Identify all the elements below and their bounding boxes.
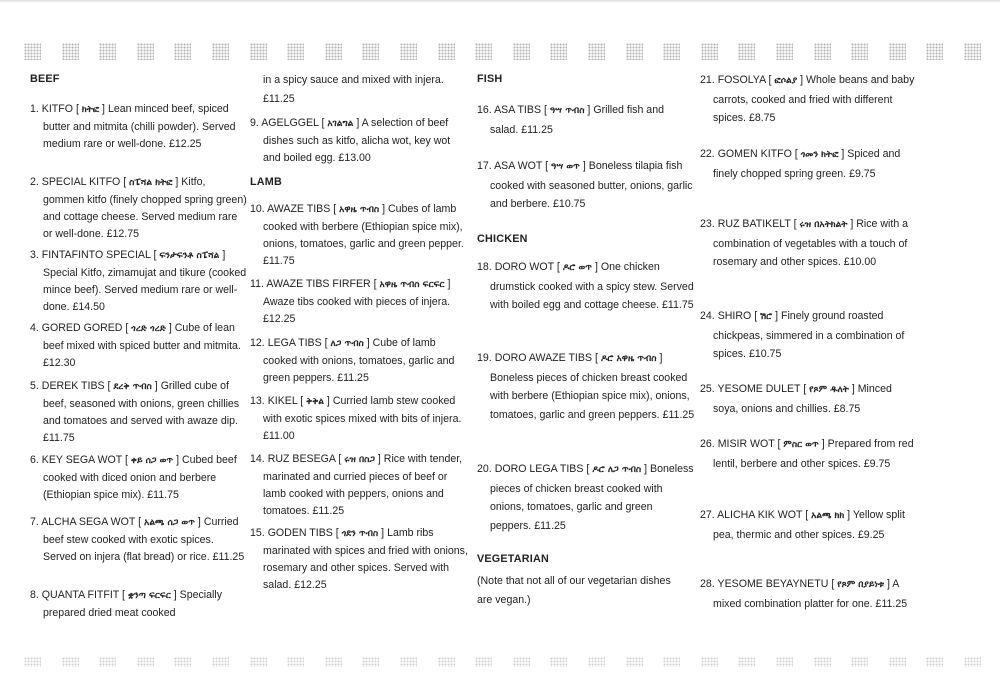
pattern-tile [287, 43, 304, 60]
item-description: Spiced and finely chopped spring green. [713, 148, 901, 180]
pattern-tile [550, 657, 567, 667]
item-price: £10.75 [553, 198, 586, 210]
item-number: 4. [30, 322, 39, 334]
item-name: KITFO [41, 103, 73, 115]
item-name: ALICHA KIK WOT [717, 509, 803, 521]
menu-item: 19. DORO AWAZE TIBS [ ዶሮ አዋዜ ጥብስ ] Boneless pieces of chicken breast cooked with berbere (Ethiopian spice mix), onions, tomatoes, garlic and green peppers. £11.25 [477, 352, 695, 421]
item-description: Rice with a combination of vegetables with a touch of rosemary and other spices. [713, 218, 909, 268]
pattern-tile [250, 657, 267, 667]
item-amharic-name: ጎመን ክትፎ [800, 150, 839, 160]
item-name: MISIR WOT [717, 438, 775, 450]
item-name: AGELGGEL [261, 117, 319, 129]
menu-item-continuation [263, 71, 468, 109]
menu-item: 22. GOMEN KITFO [ ጎመን ክትፎ ] Spiced and finely chopped spring green. £9.75 [700, 148, 901, 180]
item-name: KEY SEGA WOT [41, 454, 123, 466]
item-description: Cubed beef cooked with diced onion and berbere (Ethiopian spice mix). [43, 454, 237, 501]
item-price: £12.30 [43, 357, 76, 369]
item-price: £11.00 [263, 430, 295, 442]
item-number: 16. [477, 104, 492, 116]
item-number: 2. [30, 176, 39, 188]
pattern-tile [362, 657, 379, 667]
item-price: £11.75 [43, 432, 75, 444]
item-description: A mixed combination platter for one. [713, 578, 899, 610]
item-name: LEGA TIBS [267, 337, 322, 349]
item-price: £14.50 [72, 301, 105, 313]
item-price: £11.25 [534, 519, 566, 532]
pattern-tile [814, 657, 831, 667]
item-description: Grilled cube of beef, seasoned with onions, green chillies and tomatoes and served with awaze dip. [43, 380, 240, 427]
menu-item: 16. ASA TIBS [ ዓሣ ጥብስ ] Grilled fish and salad. £11.25 [477, 104, 664, 136]
item-price: £9.25 [857, 528, 885, 541]
item-number: 28. [700, 578, 715, 590]
menu-item: 25. YESOME DULET [ የጾም ዱለት ] Minced soya, onions and chillies. £8.75 [700, 383, 892, 415]
pattern-tile [24, 657, 41, 667]
item-description: Special Kitfo, zimamujat and tikure (cooked mince beef). Served medium rare or well-done. [43, 267, 247, 313]
item-name: DORO AWAZE TIBS [494, 352, 593, 364]
pattern-tile [325, 43, 342, 60]
pattern-tile [62, 43, 79, 60]
item-amharic-name: ጎደን ጥብስ [341, 529, 379, 539]
item-description: Awaze tibs cooked with pieces of injera. [263, 296, 451, 308]
pattern-tile [99, 657, 116, 667]
item-description: Minced soya, onions and chillies. [713, 383, 892, 415]
item-amharic-name: ፎሶልያ [774, 76, 798, 86]
pattern-tile [588, 657, 605, 667]
item-amharic-name: ደረቅ ጥብስ [113, 382, 152, 392]
item-amharic-name: ስፔሻል ክትፎ [129, 178, 173, 188]
item-amharic-name: የጾም በያይነቱ [837, 580, 885, 590]
item-number: 1. [30, 103, 39, 115]
item-price: £9.75 [863, 457, 891, 470]
item-number: 12. [250, 337, 265, 349]
pattern-tile [926, 657, 943, 667]
menu-item: 9. AGELGGEL [ አገልግል ] A selection of beef dishes such as kitfo, alicha wot, key wot and boiled egg. £13.00 [250, 117, 451, 164]
item-number: 22. [700, 148, 715, 160]
pattern-tile [99, 43, 116, 60]
item-amharic-name: ዶሮ አዋዜ ጥብስ [600, 354, 657, 364]
item-description: Whole beans and baby carrots, cooked and fried with different spices. [713, 74, 915, 124]
menu-item: 18. DORO WOT [ ዶሮ ወጥ ] One chicken drumstick cooked with a spicy stew. Served with boiled egg and cottage cheese. £11.75 [477, 261, 694, 311]
item-amharic-name: ፍንታፍንቶ ስፔሻል [159, 251, 220, 261]
item-description: One chicken drumstick cooked with a spicy stew. Served with boiled egg and cottage cheese. [490, 261, 694, 311]
pattern-tile [24, 43, 41, 60]
pattern-tile [738, 43, 755, 60]
item-price: £12.75 [106, 228, 140, 240]
pattern-tile [550, 43, 567, 60]
pattern-tile [513, 657, 530, 667]
section-heading: LAMB [250, 176, 282, 188]
menu-item: 20. DORO LEGA TIBS [ ዶሮ ለጋ ጥብስ ] Boneless pieces of chicken breast cooked with onions, tomatoes, garlic and green peppers. £11.25 [477, 463, 694, 532]
menu-item: 3. FINTAFINTO SPECIAL [ ፍንታፍንቶ ስፔሻል ] Special Kitfo, zimamujat and tikure (cooked mince beef). Served medium rare or well-done. £14.50 [30, 249, 247, 313]
menu-item: 13. KIKEL [ ቅቅል ] Curried lamb stew cooked with exotic spices mixed with bits of injera. £11.00 [250, 395, 462, 442]
pattern-tile [663, 43, 680, 60]
pattern-tile [475, 43, 492, 60]
item-name: RUZ BESEGA [267, 453, 336, 465]
pattern-tile [438, 657, 455, 667]
item-description: Cubes of lamb cooked with berbere (Ethiopian spice mix), onions, tomatoes, garlic and green pepper. [263, 203, 464, 250]
item-number: 26. [700, 438, 715, 450]
item-price: £9.75 [849, 167, 876, 180]
item-name: YESOME BEYAYNETU [717, 578, 829, 590]
item-amharic-name: አገልግል [327, 119, 354, 129]
menu-item: 11. AWAZE TIBS FIRFER [ አዋዜ ጥብስ ፍርፍር ] Awaze tibs cooked with pieces of injera. £12.25 [250, 278, 451, 325]
pattern-tile [588, 43, 605, 60]
section-heading: BEEF [30, 73, 60, 85]
item-amharic-name: ዶሮ ወጥ [562, 263, 592, 273]
item-description: Curried lamb stew cooked with exotic spices mixed with bits of injera. [263, 395, 462, 425]
item-price: £11.75 [263, 255, 295, 267]
item-number: 13. [250, 395, 265, 407]
item-price: £10.75 [748, 348, 782, 360]
item-price: £10.00 [843, 256, 877, 268]
item-description: Boneless pieces of chicken breast cooked with berbere (Ethiopian spice mix), onions, tomatoes, garlic and green peppers. [490, 371, 690, 421]
pattern-tile [62, 657, 79, 667]
menu-item: 12. LEGA TIBS [ ለጋ ጥብስ ] Cube of lamb cooked with onions, tomatoes, garlic and green peppers. £11.25 [250, 337, 455, 384]
item-number: 17. [477, 160, 492, 172]
item-price: £11.75 [662, 299, 694, 311]
item-number: 3. [30, 249, 39, 261]
item-number: 6. [30, 454, 39, 466]
menu-item: 4. GORED GORED [ ጎረድ ጎረድ ] Cube of lean beef mixed with spiced butter and mitmita. £12.30 [30, 322, 241, 369]
item-amharic-name: አልጫ ሰጋ ወጥ [144, 518, 195, 528]
pattern-tile [626, 43, 643, 60]
item-amharic-name: ክትፎ [81, 105, 100, 115]
item-number: 25. [700, 383, 715, 395]
item-name: AWAZE TIBS FIRFER [266, 278, 371, 290]
decorative-pattern-top [0, 40, 1000, 64]
item-number: 14. [250, 453, 265, 465]
item-price: £13.00 [338, 152, 371, 164]
item-name: FOSOLYA [717, 74, 766, 86]
item-name: GOMEN KITFO [717, 148, 792, 160]
item-amharic-name: ሩዝ በአትክልት [799, 220, 848, 230]
item-number: 27. [700, 509, 715, 521]
item-number: 15. [250, 527, 265, 539]
item-description: Boneless pieces of chicken breast cooked with onions, tomatoes, garlic and green peppers. [490, 463, 694, 532]
item-number: 5. [30, 380, 39, 392]
item-number: 18. [477, 261, 492, 273]
pattern-tile [250, 43, 267, 60]
item-name: SPECIAL KITFO [41, 176, 121, 188]
pattern-tile [738, 657, 755, 667]
menu-item: 21. FOSOLYA [ ፎሶልያ ] Whole beans and baby carrots, cooked and fried with different spices. £8.75 [700, 74, 915, 124]
item-name: AWAZE TIBS [267, 203, 331, 215]
item-amharic-name: ቋንጣ ፍርፍር [127, 591, 171, 601]
item-name: SHIRO [717, 310, 752, 322]
pattern-tile [851, 657, 868, 667]
item-price: £11.25 [337, 372, 369, 384]
pattern-tile [212, 657, 229, 667]
item-number: 9. [250, 117, 259, 129]
item-amharic-name: ቀይ ሰጋ ወጥ [130, 456, 174, 466]
item-description: Prepared from red lentil, berbere and other spices. [713, 438, 914, 470]
item-name: GORED GORED [41, 322, 123, 334]
pattern-tile [964, 657, 981, 667]
item-description: in a spicy sauce and mixed with injera. [263, 74, 444, 86]
item-number: 8. [30, 589, 39, 601]
item-description: Boneless tilapia fish cooked with seasoned butter, onions, garlic and berbere. [490, 160, 693, 210]
pattern-tile [137, 657, 154, 667]
item-price: £11.25 [875, 597, 908, 610]
item-price: £11.75 [147, 489, 179, 501]
item-number: 10. [250, 203, 265, 215]
pattern-tile [287, 657, 304, 667]
item-name: YESOME DULET [717, 383, 801, 395]
pattern-tile [701, 657, 718, 667]
item-amharic-name: ሽሮ [760, 312, 773, 322]
pattern-tile [438, 43, 455, 60]
menu-item: 24. SHIRO [ ሽሮ ] Finely ground roasted chickpeas, simmered in a combination of spices. £10.75 [700, 310, 905, 360]
item-amharic-name: የጾም ዱለት [809, 385, 849, 395]
item-number: 21. [700, 74, 715, 86]
pattern-tile [964, 43, 981, 60]
menu-item: 28. YESOME BEYAYNETU [ የጾም በያይነቱ ] A mixed combination platter for one. £11.25 [700, 578, 908, 610]
scan-edge [0, 0, 1000, 3]
item-amharic-name: ዓሣ ጥብስ [549, 106, 585, 116]
item-number: 19. [477, 352, 492, 364]
item-description: Cube of lamb cooked with onions, tomatoes, garlic and green peppers. [263, 337, 455, 384]
item-price: £11.25 [312, 505, 345, 517]
item-name: DORO LEGA TIBS [494, 463, 584, 475]
pattern-tile [889, 657, 906, 667]
item-amharic-name: ሩዝ በስጋ [344, 455, 375, 465]
pattern-tile [174, 657, 191, 667]
menu-item: 10. AWAZE TIBS [ አዋዜ ጥብስ ] Cubes of lamb cooked with berbere (Ethiopian spice mix), onions, tomatoes, garlic and green pepper. £11.75 [250, 203, 464, 267]
item-name: RUZ BATIKELT [717, 218, 791, 230]
pattern-tile [137, 43, 154, 60]
pattern-tile [362, 43, 379, 60]
menu-item: 5. DEREK TIBS [ ደረቅ ጥብስ ] Grilled cube of beef, seasoned with onions, green chillies and tomatoes and served with awaze dip. £11.75 [30, 380, 240, 444]
menu-item: 17. ASA WOT [ ዓሣ ወጥ ] Boneless tilapia fish cooked with seasoned butter, onions, garlic and berbere. £10.75 [477, 160, 693, 210]
pattern-tile [325, 657, 342, 667]
pattern-tile [212, 43, 229, 60]
menu-item: 2. SPECIAL KITFO [ ስፔሻል ክትፎ ] Kitfo, gommen kitfo (finely chopped spring green) and cottage cheese. Served medium rare or well-done. £12.75 [30, 176, 247, 240]
item-name: QUANTA FITFIT [41, 589, 120, 601]
item-name: DEREK TIBS [41, 380, 105, 392]
item-price: £12.25 [263, 313, 296, 325]
pattern-tile [174, 43, 191, 60]
item-description: A selection of beef dishes such as kitfo, alicha wot, key wot and boiled egg. [263, 117, 451, 164]
section-heading: CHICKEN [477, 233, 528, 245]
item-description: Grilled fish and salad. [490, 104, 664, 136]
item-name: DORO WOT [494, 261, 554, 273]
pattern-tile [475, 657, 492, 667]
pattern-tile [889, 43, 906, 60]
menu-item: 26. MISIR WOT [ ምስር ወጥ ] Prepared from red lentil, berbere and other spices. £9.75 [700, 438, 914, 470]
item-description: Cube of lean beef mixed with spiced butter and mitmita. [43, 322, 241, 352]
pattern-tile [776, 657, 793, 667]
pattern-tile [513, 43, 530, 60]
item-price: £11.25 [263, 93, 295, 105]
item-price: £12.25 [169, 138, 202, 150]
pattern-tile [814, 43, 831, 60]
item-name: FINTAFINTO SPECIAL [41, 249, 151, 261]
item-amharic-name: ዓሣ ወጥ [551, 162, 580, 172]
pattern-tile [701, 43, 718, 60]
item-amharic-name: ዶሮ ለጋ ጥብስ [592, 465, 642, 475]
item-price: £11.25 [212, 551, 245, 563]
pattern-tile [926, 43, 943, 60]
pattern-tile [626, 657, 643, 667]
item-description: Finely ground roasted chickpeas, simmered in a combination of spices. [713, 310, 905, 360]
item-description: Rice with tender, marinated and curried pieces of beef or lamb cooked with peppers, onions and tomatoes. [263, 453, 463, 517]
item-amharic-name: ምስር ወጥ [783, 440, 819, 450]
vegetarian-note: (Note that not all of our vegetarian dishes are vegan.) [477, 575, 671, 606]
pattern-tile [776, 43, 793, 60]
item-amharic-name: አዋዜ ጥብስ ፍርፍር [379, 280, 445, 290]
item-amharic-name: ጎረድ ጎረድ [131, 324, 166, 334]
item-description: Specially prepared dried meat cooked [43, 589, 223, 619]
item-description: Kitfo, gommen kitfo (finely chopped spring green) and cottage cheese. Served medium rare or well-done. [43, 176, 247, 240]
menu-item: 8. QUANTA FITFIT [ ቋንጣ ፍርፍር ] Specially prepared dried meat cooked [30, 589, 223, 619]
item-price: £11.25 [521, 123, 553, 136]
pattern-tile [400, 43, 417, 60]
item-number: 7. [30, 516, 39, 528]
item-name: KIKEL [267, 395, 298, 407]
item-number: 23. [700, 218, 715, 230]
pattern-tile [400, 657, 417, 667]
pattern-tile [663, 657, 680, 667]
item-price: £11.25 [662, 408, 695, 421]
item-number: 11. [250, 278, 264, 290]
section-heading: FISH [477, 73, 503, 85]
item-price: £8.75 [833, 402, 861, 415]
item-name: ASA WOT [494, 160, 543, 172]
item-number: 20. [477, 463, 492, 475]
item-name: ALCHA SEGA WOT [41, 516, 136, 528]
item-description: Lamb ribs marinated with spices and fried with onions, rosemary and other spices. Served with salad. [263, 527, 468, 591]
item-description: Curried beef stew cooked with exotic spices. Served on injera (flat bread) or rice. [43, 516, 239, 563]
item-price: £8.75 [748, 112, 776, 124]
item-amharic-name: ቅቅል [306, 397, 324, 407]
item-description: Lean minced beef, spiced butter and mitmita (chilli powder). Served medium rare or well-done. [43, 103, 236, 150]
decorative-pattern-bottom [0, 654, 1000, 678]
item-number: 24. [700, 310, 715, 322]
menu-item: 6. KEY SEGA WOT [ ቀይ ሰጋ ወጥ ] Cubed beef cooked with diced onion and berbere (Ethiopian spice mix). £11.75 [30, 454, 237, 501]
section-heading: VEGETARIAN [477, 553, 549, 565]
menu-item: 27. ALICHA KIK WOT [ አልጫ ክክ ] Yellow split pea, thermic and other spices. £9.25 [700, 509, 905, 541]
pattern-tile [851, 43, 868, 60]
menu-item: 7. ALCHA SEGA WOT [ አልጫ ሰጋ ወጥ ] Curried beef stew cooked with exotic spices. Served on injera (flat bread) or rice. £11.25 [30, 516, 245, 563]
item-price: £12.25 [294, 579, 327, 591]
item-amharic-name: አልጫ ክክ [811, 511, 845, 521]
item-name: ASA TIBS [494, 104, 542, 116]
item-amharic-name: አዋዜ ጥብስ [339, 205, 380, 215]
menu-item: 23. RUZ BATIKELT [ ሩዝ በአትክልት ] Rice with a combination of vegetables with a touch of rosemary and other spices. £10.00 [700, 218, 909, 268]
item-description: Yellow split pea, thermic and other spices. [713, 509, 905, 541]
item-name: GODEN TIBS [267, 527, 333, 539]
menu-item: 14. RUZ BESEGA [ ሩዝ በስጋ ] Rice with tender, marinated and curried pieces of beef or lamb cooked with peppers, onions and tomatoes. £11.25 [250, 453, 463, 517]
menu-item: 15. GODEN TIBS [ ጎደን ጥብስ ] Lamb ribs marinated with spices and fried with onions, rosemary and other spices. Served with salad. £12.25 [250, 527, 468, 591]
menu-item: 1. KITFO [ ክትፎ ] Lean minced beef, spiced butter and mitmita (chilli powder). Served medium rare or well-done. £12.25 [30, 103, 236, 150]
item-amharic-name: ለጋ ጥብስ [330, 339, 364, 349]
